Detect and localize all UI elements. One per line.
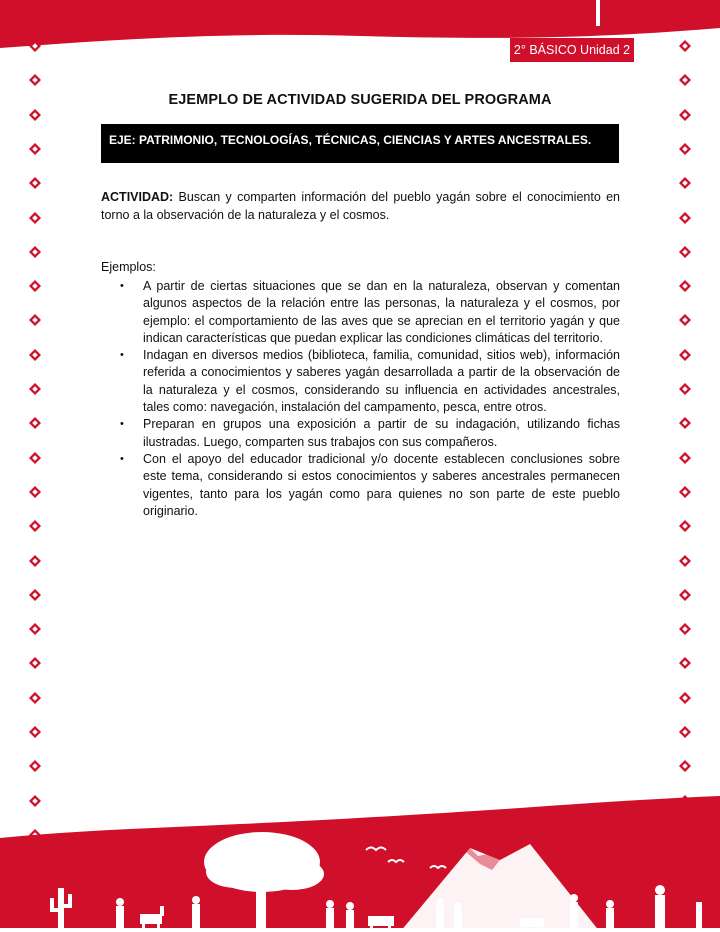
red-diamond-icon [679, 520, 691, 532]
red-diamond-icon [679, 109, 691, 121]
red-diamond-icon [679, 280, 691, 292]
list-item [101, 347, 620, 416]
red-diamond-icon [679, 760, 691, 772]
bullet-icon: • [120, 349, 124, 362]
red-diamond-icon [29, 726, 41, 738]
red-diamond-icon [29, 623, 41, 635]
red-diamond-icon [679, 212, 691, 224]
red-diamond-icon [679, 657, 691, 669]
red-diamond-icon [679, 314, 691, 326]
red-diamond-icon [679, 40, 691, 52]
red-diamond-icon [29, 40, 41, 52]
list-item-text: Con el apoyo del educador tradicional y/o docente establecen conclusiones sobre este tema, considerando si estos conocimientos y saberes ancestrales permanecen vigentes, tanto para los yagán como para quienes no son parte de este pueblo originario. [143, 451, 620, 518]
red-diamond-icon [29, 177, 41, 189]
red-diamond-icon [679, 143, 691, 155]
eje-heading: EJE: PATRIMONIO, TECNOLOGÍAS, TÉCNICAS, CIENCIAS Y ARTES ANCESTRALES. [101, 124, 619, 163]
red-diamond-icon [29, 657, 41, 669]
red-diamond-icon [29, 212, 41, 224]
red-diamond-icon [679, 589, 691, 601]
red-diamond-icon [29, 452, 41, 464]
red-diamond-icon [679, 452, 691, 464]
red-diamond-icon [29, 349, 41, 361]
red-diamond-icon [679, 246, 691, 258]
list-item-text: Preparan en grupos una exposición a partir de su indagación, utilizando fichas ilustradas. Luego, comparten sus trabajos con sus compañeros. [143, 417, 620, 449]
red-diamond-icon [679, 349, 691, 361]
red-diamond-icon [29, 280, 41, 292]
red-diamond-icon [29, 109, 41, 121]
actividad-text: Buscan y comparten información del pueblo yagán sobre el conocimiento en torno a la observación de la naturaleza y el cosmos. [101, 190, 620, 222]
red-diamond-icon [679, 555, 691, 567]
bullet-icon: • [120, 280, 124, 292]
red-diamond-icon [29, 314, 41, 326]
red-diamond-icon [679, 74, 691, 86]
red-diamond-icon [29, 417, 41, 429]
list-item [101, 278, 620, 347]
red-diamond-icon [29, 555, 41, 567]
red-diamond-icon [29, 246, 41, 258]
list-item-text: A partir de ciertas situaciones que se dan en la naturaleza, observan y comentan algunos aspectos de la relación entre las personas, la naturaleza y el cosmos, por ejemplo: el comportamiento de las aves que se aprecian en el territorio yagán y que indican características que puedan explicar las condiciones climáticas del territorio. [143, 279, 620, 345]
list-item [101, 451, 620, 520]
red-diamond-icon [679, 692, 691, 704]
red-diamond-icon [29, 589, 41, 601]
actividad-label: ACTIVIDAD: [101, 190, 174, 204]
red-diamond-icon [29, 520, 41, 532]
list-item-text: Indagan en diversos medios (biblioteca, familia, comunidad, sitios web), información referida a conocimientos y saberes yagán desarrollada a partir de la observación de la naturaleza y el cosmos, considerando su influencia en actividades ancestrales, tales como: navegación, instalación del campamento, pesca, entre otros. [143, 348, 620, 415]
red-diamond-icon [29, 486, 41, 498]
red-diamond-icon [679, 726, 691, 738]
actividad-paragraph [101, 188, 620, 224]
bullet-icon: • [120, 418, 124, 431]
ejemplos-label: Ejemplos: [101, 260, 156, 274]
red-diamond-icon [29, 143, 41, 155]
unit-badge: 2° BÁSICO Unidad 2 [508, 38, 634, 62]
red-diamond-icon [29, 692, 41, 704]
list-item [101, 416, 620, 451]
landscape-illustration-icon [0, 790, 720, 932]
page-title: EJEMPLO DE ACTIVIDAD SUGERIDA DEL PROGRAMA [168, 92, 552, 108]
red-diamond-icon [29, 760, 41, 772]
red-diamond-icon [679, 177, 691, 189]
red-diamond-icon [29, 74, 41, 86]
red-diamond-icon [679, 383, 691, 395]
red-diamond-icon [679, 623, 691, 635]
bullet-icon: • [120, 452, 124, 465]
red-diamond-icon [679, 417, 691, 429]
red-diamond-icon [29, 383, 41, 395]
ejemplos-list [101, 278, 620, 520]
red-diamond-icon [679, 486, 691, 498]
